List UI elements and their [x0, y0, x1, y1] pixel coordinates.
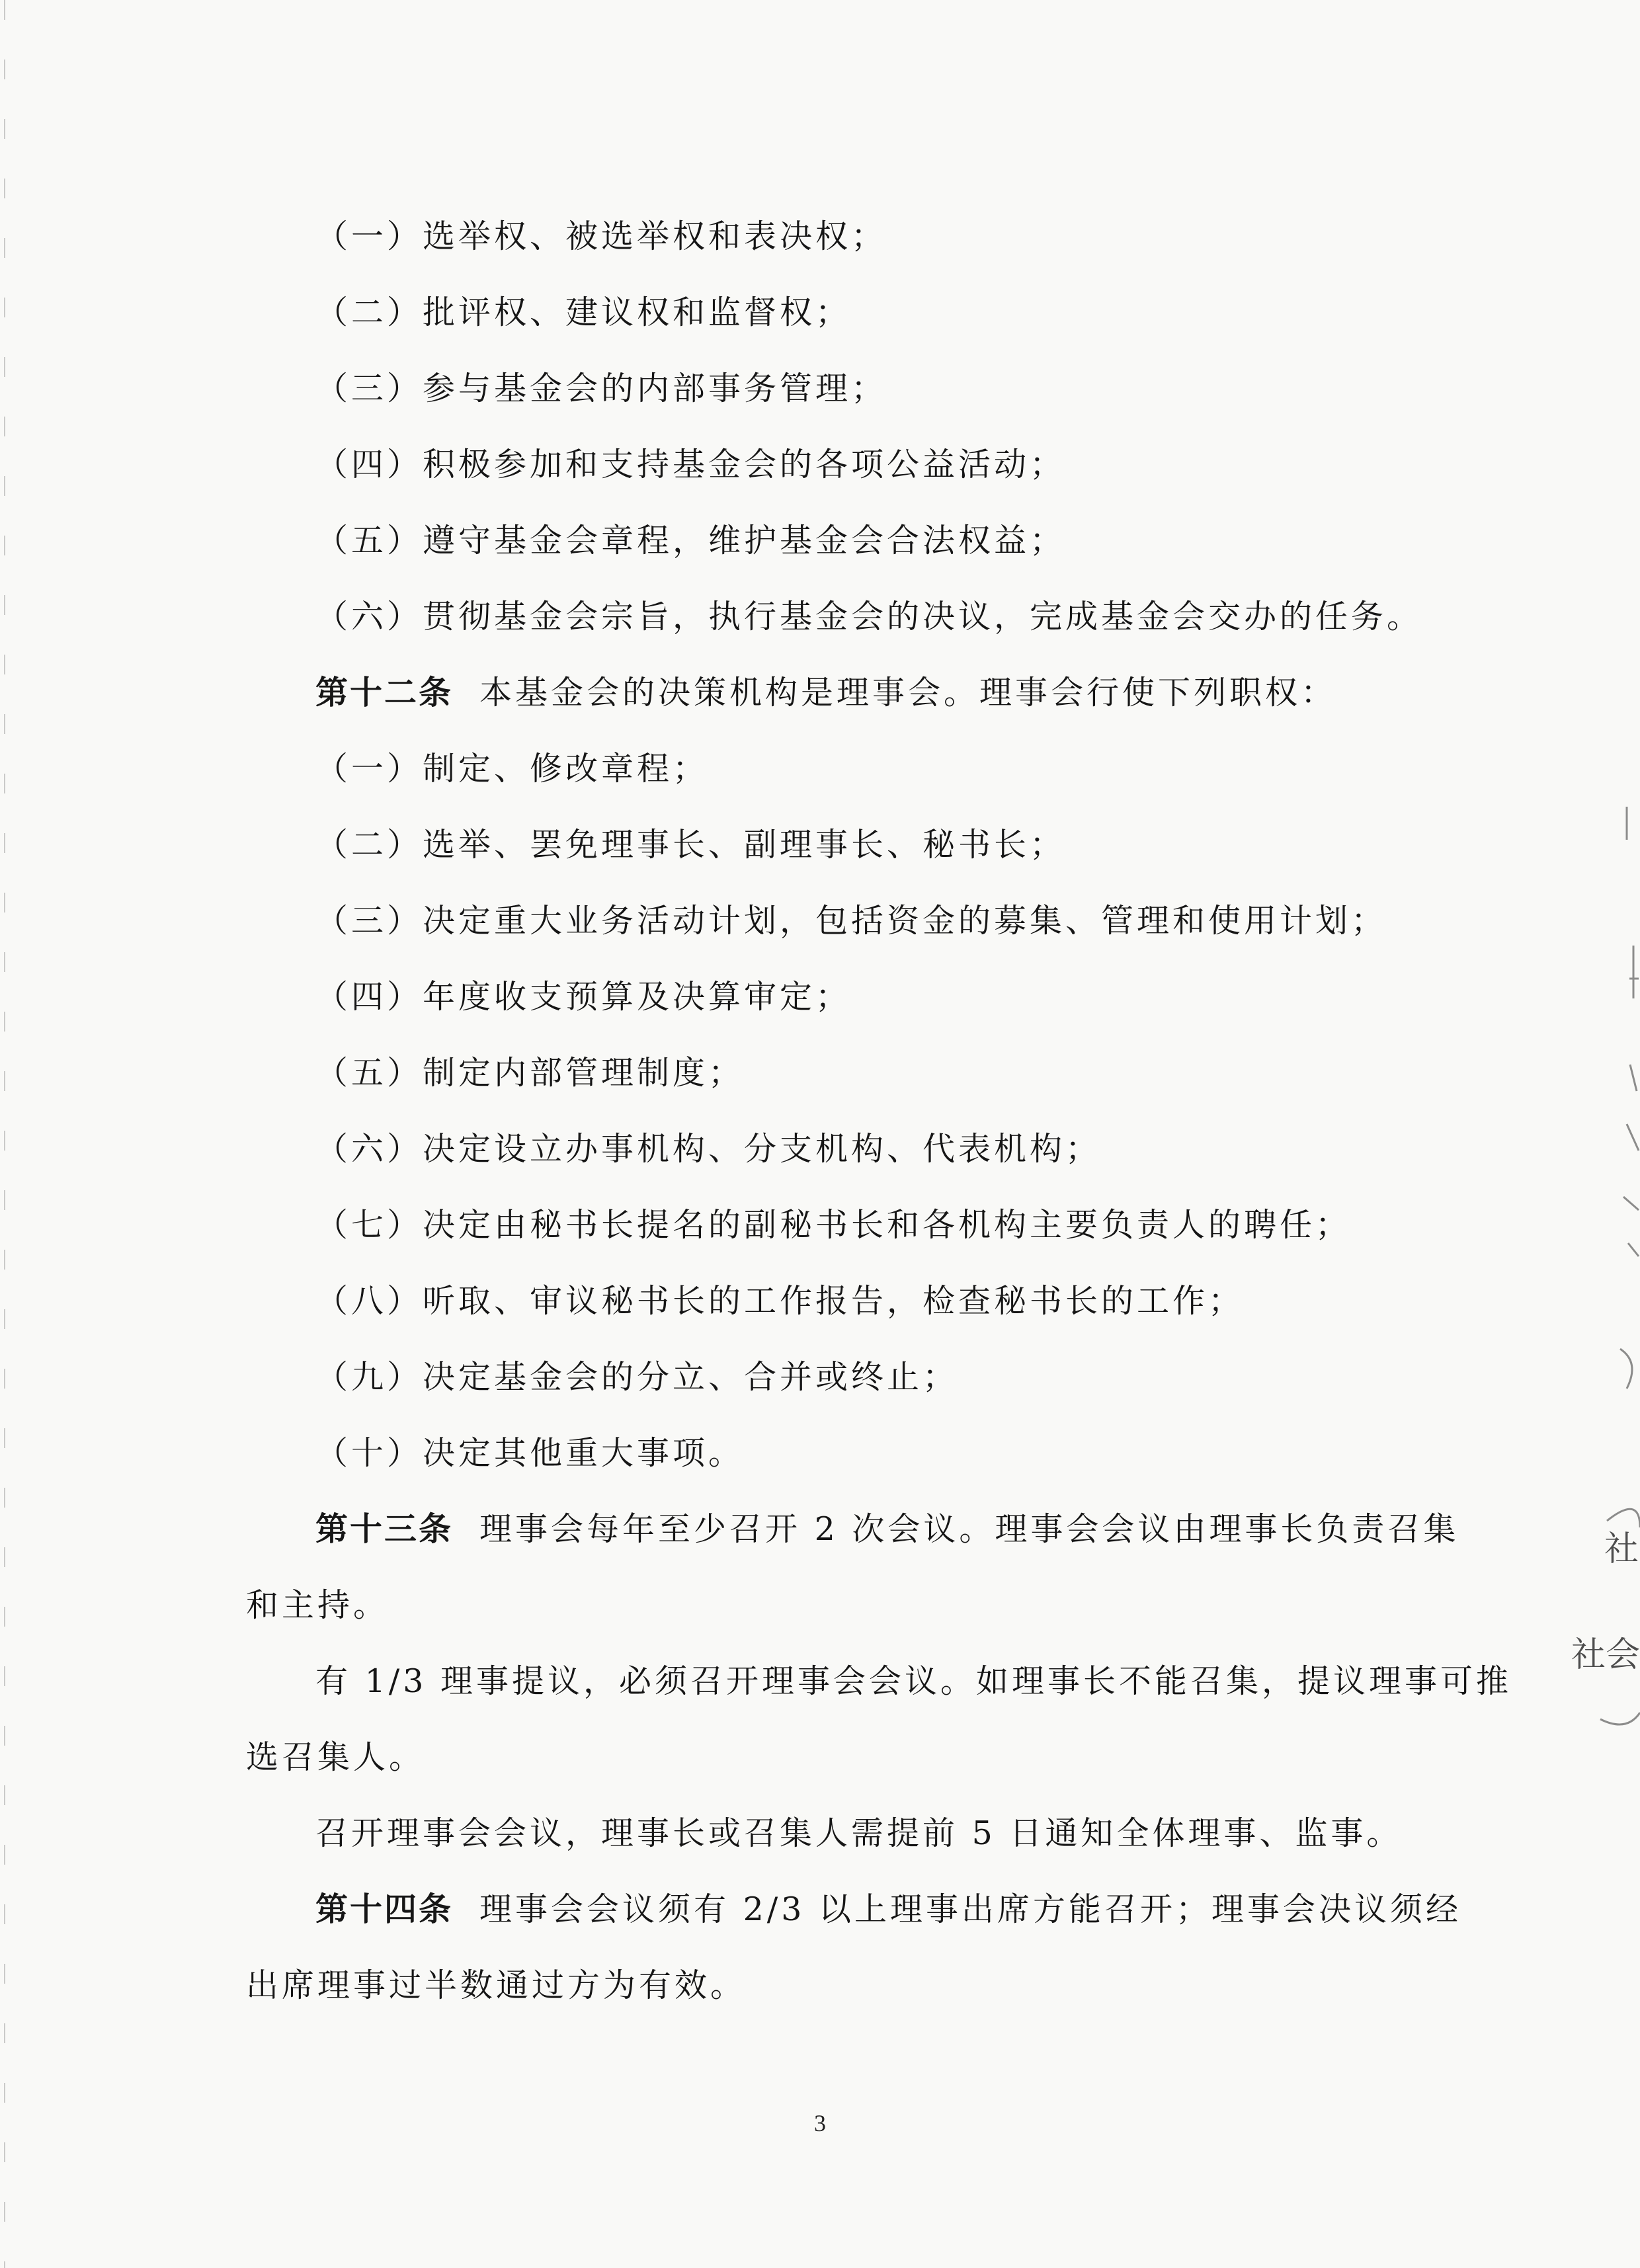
text-line-14: （七）决定由秘书长提名的副秘书长和各机构主要负责人的聘任；	[315, 1206, 1352, 1244]
article-13-heading: 第十三条 理事会每年至少召开 2 次会议。理事会会议由理事长负责召集	[315, 1510, 1459, 1548]
text-line-17: （十）决定其他重大事项。	[315, 1434, 745, 1472]
article-number: 第十二条	[315, 674, 454, 711]
text-line-22: 召开理事会会议，理事长或召集人需提前 5 日通知全体理事、监事。	[315, 1814, 1403, 1852]
text-line-19: 和主持。	[246, 1586, 390, 1624]
text-line-5: （五）遵守基金会章程，维护基金会合法权益；	[315, 522, 1066, 559]
text-line-9: （二）选举、罢免理事长、副理事长、秘书长；	[315, 826, 1066, 864]
official-seal-fragment	[1571, 780, 1640, 1970]
article-number: 第十四条	[315, 1890, 454, 1928]
text-line-4: （四）积极参加和支持基金会的各项公益活动；	[315, 446, 1066, 483]
text-line-20: 有 1/3 理事提议，必须召开理事会会议。如理事长不能召集，提议理事可推	[315, 1662, 1512, 1700]
text-line-24: 出席理事过半数通过方为有效。	[246, 1966, 747, 2004]
text-line-1: （一）选举权、被选举权和表决权；	[315, 218, 887, 255]
document-body	[246, 198, 1512, 2023]
text-line-15: （八）听取、审议秘书长的工作报告，检查秘书长的工作；	[315, 1282, 1245, 1320]
text-line-3: （三）参与基金会的内部事务管理；	[315, 370, 887, 407]
article-12-heading: 第十二条 本基金会的决策机构是理事会。理事会行使下列职权：	[315, 674, 1337, 711]
article-14-heading: 第十四条 理事会会议须有 2/3 以上理事出席方能召开；理事会决议须经	[315, 1890, 1462, 1928]
article-number: 第十三条	[315, 1510, 454, 1548]
text-line-10: （三）决定重大业务活动计划，包括资金的募集、管理和使用计划；	[315, 902, 1387, 940]
page-number: 3	[814, 2110, 826, 2136]
scan-edge	[4, 0, 5, 2268]
text-line-16: （九）决定基金会的分立、合并或终止；	[315, 1358, 959, 1396]
text-line-12: （五）制定内部管理制度；	[315, 1054, 745, 1092]
text-line-13: （六）决定设立办事机构、分支机构、代表机构；	[315, 1130, 1102, 1168]
text-line-2: （二）批评权、建议权和监督权；	[315, 294, 852, 331]
svg-text:社: 社	[1604, 1529, 1639, 1569]
text-line-8: （一）制定、修改章程；	[315, 750, 709, 788]
text-line-6: （六）贯彻基金会宗旨，执行基金会的决议，完成基金会交办的任务。	[315, 598, 1423, 635]
svg-text:社会: 社会	[1571, 1635, 1640, 1675]
text-line-11: （四）年度收支预算及决算审定；	[315, 978, 852, 1016]
text-line-21: 选召集人。	[246, 1738, 425, 1776]
